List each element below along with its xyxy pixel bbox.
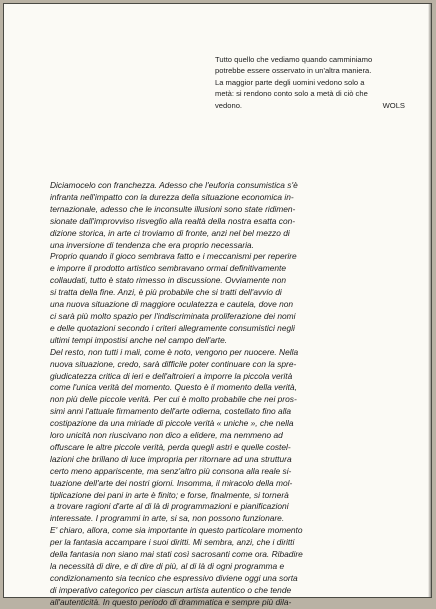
body-text-line: tuazione dell'arte dei nostri giorni. Insomma, il miracolo della mol- <box>50 477 293 488</box>
epigraph-quote <box>215 54 405 111</box>
body-text-line: di imperativo categorico per ciascun artista autentico o che tende <box>50 584 292 595</box>
essay-body-text <box>50 180 405 609</box>
body-text-line: condizionamento sia tecnico che espressivo diviene oggi una sorta <box>50 572 298 583</box>
body-text-line: ci sarà più molto spazio per l'indiscriminata proliferazione dei nomi <box>50 310 296 321</box>
body-text-line: E' chiaro, allora, come sia importante in questo particolare momento <box>50 525 303 536</box>
epigraph-line: vedono. <box>215 100 243 110</box>
body-text-line: sionate dall'improvviso risveglio alla realtà della nostra esatta con- <box>50 215 296 226</box>
body-text-line: certo meno appariscente, ma senz'altro più consona alla reale si- <box>50 465 292 476</box>
body-text-line: come l'unica verità del momento. Questo è il momento della verità, <box>50 382 297 393</box>
body-text-line: ultimi tempi impostisi anche nel campo dell'arte. <box>50 334 228 345</box>
body-text-line: collaudati, tutto è stato rimesso in discussione. Ovviamente non <box>50 275 287 286</box>
body-text-line: si tratta della fine. Anzi, è più probabile che si tratti dell'avvio di <box>50 287 282 298</box>
body-text-line: lazioni che brillano di luce impropria per ritornare ad una struttura <box>50 453 292 464</box>
body-text-line: Diciamocelo con franchezza. Adesso che l'euforia consumistica s'è <box>50 180 298 190</box>
body-text-line: per la fantasia accampare i suoi diritti. Mi sembra, anzi, che i diritti <box>50 537 295 548</box>
body-text-line: nuova situazione, credo, sarà difficile poter continuare con la spre- <box>50 358 297 369</box>
body-text-line: all'autenticità. In questo periodo di drammatica e sempre più dila- <box>50 596 292 607</box>
body-text-line: giudicatezza critica di ieri e dell'altroieri a imporre la piccola verità <box>50 370 293 381</box>
epigraph-line: metà: si rendono conto solo a metà di ciò che <box>215 89 368 99</box>
scanned-page <box>3 3 432 607</box>
body-text-line: una inversione di tendenza che era proprio necessaria. <box>50 239 254 250</box>
body-text-line: la necessità di dire, e di dire di più, al di là di ogni programma e <box>50 561 285 571</box>
body-text-line: offuscare le altre piccole verità, perda quegli astri e quelle costel- <box>50 441 291 452</box>
epigraph-line: Tutto quello che vediamo quando camminiamo <box>215 55 373 64</box>
body-text-line: ternazionale, adesso che le inconsulte illusioni sono state ridimen- <box>50 203 296 214</box>
body-text-line: costipazione da una miriade di piccole verità « uniche », che nella <box>50 418 294 429</box>
body-text-line: a trovare ragioni d'arte al di là di programmazioni e pianificazioni <box>50 501 289 512</box>
epigraph-line: La maggior parte degli uomini vedono solo a <box>215 77 365 87</box>
body-text-line: infranta nell'impatto con la durezza della situazione economica in- <box>50 191 294 202</box>
body-text-line: loro unicità non riuscivano non dico a elidere, ma nemmeno ad <box>50 430 283 441</box>
body-text-line: una nuova situazione di maggiore oculatezza e cautela, dove non <box>50 299 294 310</box>
epigraph-last-row <box>215 100 405 111</box>
body-text-line: tiplicazione dei pani in arte è finito; e forse, finalmente, si tornerà <box>50 489 289 500</box>
body-text-line: della fantasia non siano mai stati così sacrosanti come ora. Ribadire <box>50 549 303 560</box>
body-text-line: Proprio quando il gioco sembrava fatto e i meccanismi per reperire <box>50 251 297 262</box>
body-text-line: e imporre il prodotto artistico sembravano ormai definitivamente <box>50 263 287 274</box>
body-text-line: Del resto, non tutti i mali, come è noto, vengono per nuocere. Nella <box>50 346 299 357</box>
epigraph-line: potrebbe essere osservato in un'altra maniera. <box>215 66 372 76</box>
body-text-line: e delle quotazioni secondo i criteri allegramente consumistici negli <box>50 322 295 333</box>
page-edge-shadow <box>428 4 431 597</box>
epigraph-author: WOLS <box>382 100 405 110</box>
body-text-line: interessate. I programmi in arte, si sa, non possono funzionare. <box>50 513 285 524</box>
body-text-line: dizione storica, in arte ci troviamo di fronte, anzi nel bel mezzo di <box>50 227 290 238</box>
body-text-line: non più delle piccole verità. Per cui è molto probabile che nei pros- <box>50 394 297 405</box>
body-text-line: simi anni l'attuale firmamento dell'arte odierna, costellato fino alla <box>50 406 292 417</box>
